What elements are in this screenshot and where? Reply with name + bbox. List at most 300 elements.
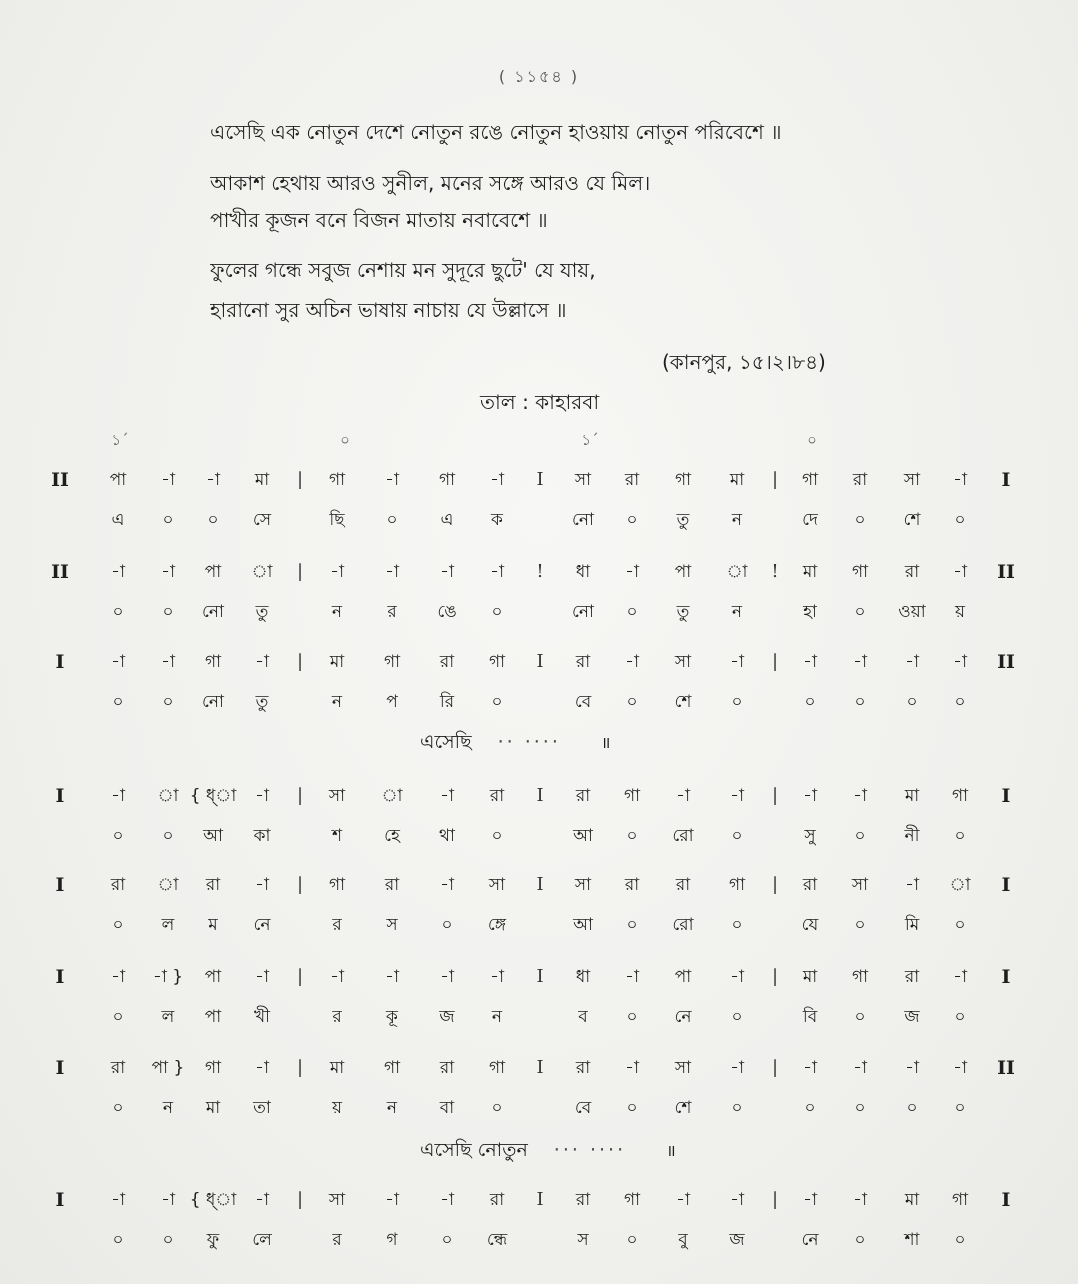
note: -া: [440, 1190, 454, 1210]
lyric-syllable: ০: [491, 692, 503, 712]
note: -া: [730, 967, 744, 987]
lyric-syllable: ০: [954, 692, 966, 712]
tal-label: তাল : কাহারবা: [480, 390, 600, 414]
note: গা: [728, 875, 746, 895]
lyric-syllable: ন: [331, 602, 343, 622]
note: -া: [255, 652, 269, 672]
note: -া: [803, 786, 817, 806]
lyric-syllable: ০: [162, 692, 174, 712]
lyric-syllable: ওয়া: [898, 602, 926, 622]
refrain-ellipsis: ·· ····: [497, 731, 561, 753]
lyric-syllable: ০: [112, 1007, 124, 1027]
lyric-syllable: ০: [854, 602, 866, 622]
lyric-syllable: প: [386, 692, 398, 712]
note: -া: [730, 1058, 744, 1078]
notation-row: [0, 468, 1078, 548]
note: -া: [625, 562, 639, 582]
lyric-syllable: তা: [253, 1098, 271, 1118]
note: -া: [853, 1190, 867, 1210]
note: সা: [488, 875, 506, 895]
note: সা: [903, 470, 921, 490]
note: -া: [953, 470, 967, 490]
lyric-syllable: র: [387, 602, 397, 622]
bar-separator: !: [536, 561, 544, 582]
note: -া: [803, 652, 817, 672]
lyric-syllable: নো: [572, 510, 594, 530]
note: পা: [204, 967, 222, 987]
lyric-syllable: শে: [674, 692, 692, 712]
lyric-syllable: দে: [802, 510, 818, 530]
lyric-syllable: ০: [731, 1007, 743, 1027]
lyric-syllable: নে: [253, 915, 271, 935]
lyric-syllable: ০: [626, 1007, 638, 1027]
lyric-syllable: ল: [161, 1007, 175, 1027]
lyric-line: আকাশ হেথায় আরও সুনীল, মনের সঙ্গে আরও যে মিল।: [210, 171, 651, 195]
note: রা: [205, 875, 221, 895]
note: সা: [328, 786, 346, 806]
note: সা: [328, 1190, 346, 1210]
lyric-syllable: ০: [112, 692, 124, 712]
lyric-syllable: স: [577, 1230, 589, 1250]
bar-separator: |: [296, 469, 304, 490]
note: -া: [803, 1058, 817, 1078]
note: ধা: [575, 967, 591, 987]
bar-separator: |: [296, 966, 304, 987]
start-bar: I: [55, 1057, 65, 1079]
note: -া: [853, 1058, 867, 1078]
lyric-syllable: ব: [578, 1007, 588, 1027]
note: রা: [852, 470, 868, 490]
lyric-syllable: ০: [804, 1098, 816, 1118]
lyric-syllable: ০: [731, 1098, 743, 1118]
note: মা: [802, 562, 818, 582]
lyric-syllable: য়: [331, 1098, 342, 1118]
lyric-syllable: র: [332, 915, 342, 935]
start-bar: II: [51, 469, 69, 491]
bar-separator: |: [296, 785, 304, 806]
note: গা: [488, 1058, 506, 1078]
refrain-line: [420, 1137, 676, 1164]
lyric-syllable: পা: [204, 1007, 222, 1027]
note: রা: [384, 875, 400, 895]
lyric-line: হারানো সুর অচিন ভাষায় নাচায় যে উল্লাসে ॥: [210, 298, 567, 322]
note: -া: [905, 875, 919, 895]
lyric-syllable: জ: [439, 1007, 455, 1027]
beat-marker: ১´: [111, 431, 129, 449]
lyric-syllable: ০: [906, 1098, 918, 1118]
lyric-syllable: ফু: [206, 1230, 220, 1250]
lyric-syllable: বি: [802, 1007, 818, 1027]
start-bar: I: [55, 874, 65, 896]
note: মা: [254, 470, 270, 490]
note: -া: [953, 652, 967, 672]
note: গা: [438, 470, 456, 490]
note: পা: [674, 562, 692, 582]
bar-separator: |: [296, 1057, 304, 1078]
lyric-syllable: স: [386, 915, 398, 935]
note: -া: [206, 470, 220, 490]
lyric-syllable: নো: [202, 602, 224, 622]
lyric-syllable: কূ: [386, 1007, 398, 1027]
lyric-syllable: আ: [203, 826, 223, 846]
note: -া: [330, 562, 344, 582]
lyric-syllable: ন: [331, 692, 343, 712]
note: া: [949, 875, 971, 895]
lyric-syllable: ০: [626, 1230, 638, 1250]
note: মা: [329, 652, 345, 672]
lyric-syllable: ঙ্গে: [487, 915, 507, 935]
note: -া: [953, 967, 967, 987]
note: গা: [488, 652, 506, 672]
note: { ধ্া: [189, 786, 237, 806]
lyric-syllable: র: [332, 1007, 342, 1027]
lyric-syllable: এ: [111, 510, 125, 530]
note: গা: [851, 967, 869, 987]
lyric-syllable: সে: [252, 510, 272, 530]
lyric-syllable: ০: [626, 1098, 638, 1118]
note: -া: [255, 786, 269, 806]
refrain-end-mark: ॥: [600, 733, 611, 752]
note: -া: [111, 562, 125, 582]
note: -া: [490, 562, 504, 582]
lyric-syllable: শা: [904, 1230, 920, 1250]
lyric-syllable: বা: [439, 1098, 455, 1118]
lyric-syllable: এ: [440, 510, 454, 530]
end-bar: I: [1001, 874, 1011, 896]
note: -া: [111, 1190, 125, 1210]
start-bar: I: [55, 1189, 65, 1211]
lyric-syllable: গ: [386, 1230, 398, 1250]
note: -া: [385, 562, 399, 582]
lyric-syllable: রো: [672, 915, 694, 935]
note: মা: [904, 1190, 920, 1210]
lyric-syllable: ০: [112, 1230, 124, 1250]
bar-separator: |: [771, 469, 779, 490]
bar-separator: |: [771, 966, 779, 987]
lyric-syllable: রো: [672, 826, 694, 846]
place-date: (কানপুর, ১৫।২।৮৪): [662, 350, 826, 374]
note: গা: [951, 1190, 969, 1210]
note: গা: [328, 470, 346, 490]
lyric-syllable: ০: [854, 1098, 866, 1118]
lyric-syllable: তু: [255, 602, 269, 622]
note: গা: [623, 786, 641, 806]
refrain-line: [420, 729, 610, 756]
lyric-syllable: ল: [161, 915, 175, 935]
start-bar: I: [55, 785, 65, 807]
start-bar: II: [51, 561, 69, 583]
lyric-syllable: ০: [626, 915, 638, 935]
note: া: [157, 786, 179, 806]
lyric-syllable: ০: [854, 1007, 866, 1027]
lyric-syllable: ০: [162, 1230, 174, 1250]
note: রা: [110, 1058, 126, 1078]
note: -া: [853, 652, 867, 672]
note: -া: [676, 786, 690, 806]
refrain-end-mark: ॥: [666, 1141, 676, 1160]
refrain-text: এসেছি নোতুন: [420, 1139, 528, 1161]
notation-row: [0, 650, 1078, 730]
note: ধা: [575, 562, 591, 582]
lyric-syllable: ০: [441, 1230, 453, 1250]
beat-marker: ০: [807, 431, 817, 449]
notation-row: [0, 965, 1078, 1045]
lyric-syllable: ০: [954, 826, 966, 846]
bar-separator: |: [771, 1189, 779, 1210]
note: -া: [803, 1190, 817, 1210]
beat-marker: ০: [340, 431, 350, 449]
lyric-syllable: আ: [573, 826, 593, 846]
lyric-syllable: বে: [574, 692, 592, 712]
bar-separator: |: [771, 1057, 779, 1078]
lyric-syllable: ০: [854, 826, 866, 846]
lyric-syllable: ০: [491, 826, 503, 846]
note: পা: [674, 967, 692, 987]
note: -া: [255, 967, 269, 987]
note: -া: [953, 1058, 967, 1078]
lyric-syllable: শ: [331, 826, 343, 846]
bar-separator: |: [771, 785, 779, 806]
note: া: [381, 786, 403, 806]
note: গা: [204, 652, 222, 672]
note: রা: [489, 786, 505, 806]
note: রা: [575, 786, 591, 806]
note: রা: [575, 652, 591, 672]
lyric-syllable: কা: [253, 826, 271, 846]
note: রা: [575, 1058, 591, 1078]
lyric-syllable: ০: [954, 1230, 966, 1250]
lyric-syllable: ছি: [329, 510, 345, 530]
lyric-syllable: তু: [676, 510, 690, 530]
note: -া: [255, 1058, 269, 1078]
note: -া: [161, 562, 175, 582]
beat-marker: ১´: [581, 431, 599, 449]
note: মা: [329, 1058, 345, 1078]
note: -া }: [152, 967, 184, 987]
lyric-syllable: মা: [205, 1098, 221, 1118]
note: -া: [853, 786, 867, 806]
note: { ধ্া: [189, 1190, 237, 1210]
lyric-syllable: নে: [801, 1230, 819, 1250]
lyric-syllable: ০: [112, 826, 124, 846]
refrain-ellipsis: ··· ····: [553, 1139, 627, 1161]
lyric-syllable: ০: [954, 915, 966, 935]
lyric-line: পাখীর কূজন বনে বিজন মাতায় নবাবেশে ॥: [210, 208, 548, 232]
lyric-syllable: ০: [906, 692, 918, 712]
note: সা: [851, 875, 869, 895]
lyric-syllable: ০: [854, 1230, 866, 1250]
lyric-syllable: রি: [439, 692, 455, 712]
lyric-syllable: ঙে: [437, 602, 457, 622]
note: -া: [625, 1058, 639, 1078]
bar-separator: |: [296, 1189, 304, 1210]
lyric-syllable: য়: [954, 602, 965, 622]
lyric-syllable: ন: [731, 602, 743, 622]
lyric-syllable: ন: [162, 1098, 174, 1118]
note: -া: [385, 470, 399, 490]
note: -া: [676, 1190, 690, 1210]
note: গা: [801, 470, 819, 490]
note: রা: [439, 652, 455, 672]
bar-separator: !: [771, 561, 779, 582]
lyric-syllable: ০: [626, 602, 638, 622]
lyric-syllable: ০: [626, 826, 638, 846]
note: গা: [383, 652, 401, 672]
lyric-syllable: আ: [573, 915, 593, 935]
lyric-syllable: শে: [674, 1098, 692, 1118]
end-bar: II: [997, 651, 1015, 673]
note: -া: [255, 1190, 269, 1210]
note: রা: [904, 562, 920, 582]
note: মা: [904, 786, 920, 806]
note: -া: [490, 967, 504, 987]
lyric-syllable: ০: [491, 602, 503, 622]
note: সা: [574, 470, 592, 490]
end-bar: I: [1001, 785, 1011, 807]
lyric-line: এসেছি এক নোতুন দেশে নোতুন রঙে নোতুন হাওয়ায় নোতুন পরিবেশে ॥: [210, 120, 782, 144]
notation-row: [0, 1188, 1078, 1268]
page-number: ( ১১৫৪ ): [498, 67, 580, 86]
lyric-syllable: নী: [904, 826, 920, 846]
notation-row: [0, 1056, 1078, 1136]
note: -া: [255, 875, 269, 895]
bar-separator: I: [536, 874, 544, 895]
note: -া: [161, 470, 175, 490]
lyric-syllable: ০: [491, 1098, 503, 1118]
lyric-syllable: ০: [854, 915, 866, 935]
note: -া: [730, 1190, 744, 1210]
lyric-syllable: ০: [626, 692, 638, 712]
notation-row: [0, 784, 1078, 864]
note: গা: [951, 786, 969, 806]
lyric-syllable: ০: [731, 915, 743, 935]
bar-separator: |: [296, 561, 304, 582]
note: -া: [385, 967, 399, 987]
lyric-syllable: যে: [801, 915, 819, 935]
lyric-syllable: র: [332, 1230, 342, 1250]
lyric-syllable: ০: [731, 826, 743, 846]
lyric-syllable: ০: [386, 510, 398, 530]
lyric-syllable: নো: [202, 692, 224, 712]
lyric-syllable: ন্ধে: [486, 1230, 508, 1250]
note: -া: [953, 562, 967, 582]
lyric-syllable: তু: [255, 692, 269, 712]
notation-row: [0, 873, 1078, 953]
lyric-syllable: হা: [803, 602, 817, 622]
lyric-syllable: নো: [572, 602, 594, 622]
note: -া: [385, 1190, 399, 1210]
lyric-syllable: ০: [954, 1007, 966, 1027]
lyric-syllable: নে: [674, 1007, 692, 1027]
bar-separator: |: [296, 874, 304, 895]
note: -া: [905, 652, 919, 672]
note: -া: [111, 652, 125, 672]
lyric-syllable: ০: [854, 692, 866, 712]
bar-separator: I: [536, 469, 544, 490]
note: গা: [623, 1190, 641, 1210]
start-bar: I: [55, 651, 65, 673]
note: গা: [674, 470, 692, 490]
start-bar: I: [55, 966, 65, 988]
note: পা: [109, 470, 127, 490]
lyric-syllable: হে: [384, 826, 400, 846]
bar-separator: I: [536, 966, 544, 987]
note: -া: [161, 1190, 175, 1210]
refrain-text: এসেছি: [420, 731, 472, 753]
notation-row: [0, 560, 1078, 640]
lyric-syllable: মি: [904, 915, 920, 935]
note: মা: [729, 470, 745, 490]
note: -া: [440, 875, 454, 895]
note: -া: [490, 470, 504, 490]
note: সা: [674, 652, 692, 672]
note: সা: [574, 875, 592, 895]
lyric-syllable: ০: [162, 826, 174, 846]
note: া: [157, 875, 179, 895]
lyric-syllable: খী: [253, 1007, 271, 1027]
lyric-syllable: ০: [441, 915, 453, 935]
note: -া: [625, 967, 639, 987]
bar-separator: |: [771, 874, 779, 895]
lyric-syllable: থা: [439, 826, 455, 846]
lyric-syllable: ০: [112, 1098, 124, 1118]
lyric-syllable: ন: [491, 1007, 503, 1027]
note: গা: [204, 1058, 222, 1078]
note: গা: [383, 1058, 401, 1078]
lyric-syllable: ০: [731, 692, 743, 712]
lyric-syllable: সু: [804, 826, 816, 846]
lyric-syllable: বে: [574, 1098, 592, 1118]
note: -া: [440, 786, 454, 806]
note: া: [251, 562, 273, 582]
note: রা: [575, 1190, 591, 1210]
note: মা: [802, 967, 818, 987]
note: রা: [110, 875, 126, 895]
note: -া: [161, 652, 175, 672]
lyric-syllable: ০: [162, 602, 174, 622]
lyric-syllable: লে: [252, 1230, 272, 1250]
bar-separator: I: [536, 651, 544, 672]
note: রা: [802, 875, 818, 895]
bar-separator: |: [296, 651, 304, 672]
note: -া: [111, 967, 125, 987]
note: -া: [330, 967, 344, 987]
lyric-syllable: ০: [162, 510, 174, 530]
note: গা: [328, 875, 346, 895]
lyric-syllable: জ: [904, 1007, 920, 1027]
lyric-syllable: বু: [678, 1230, 688, 1250]
lyric-syllable: ০: [626, 510, 638, 530]
bar-separator: |: [771, 651, 779, 672]
note: পা }: [151, 1058, 185, 1078]
lyric-syllable: ০: [207, 510, 219, 530]
bar-separator: I: [536, 785, 544, 806]
note: রা: [439, 1058, 455, 1078]
note: -া: [625, 652, 639, 672]
note: -া: [905, 1058, 919, 1078]
note: া: [726, 562, 748, 582]
lyric-syllable: ক: [491, 510, 503, 530]
end-bar: II: [997, 561, 1015, 583]
end-bar: II: [997, 1057, 1015, 1079]
end-bar: I: [1001, 1189, 1011, 1211]
lyric-syllable: ০: [954, 1098, 966, 1118]
note: -া: [730, 652, 744, 672]
note: -া: [440, 562, 454, 582]
note: রা: [624, 875, 640, 895]
note: রা: [675, 875, 691, 895]
end-bar: I: [1001, 469, 1011, 491]
